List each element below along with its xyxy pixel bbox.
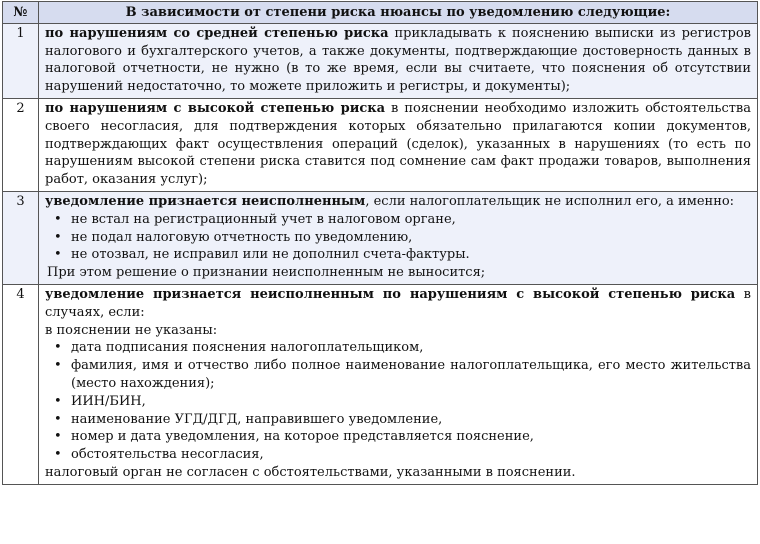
list-item: • номер и дата уведомления, на которое представляется пояснение, [45,428,751,446]
table-row [3,191,758,284]
bullet-list [45,211,751,264]
header-title: В зависимости от степени риска нюансы по уведомлению следующие: [39,2,758,24]
row-intro [45,286,751,322]
row-content [39,191,758,284]
header-number: № [3,2,39,24]
row-content [39,284,758,484]
row-bold-lead: по нарушениям с высокой степенью риска [45,100,386,116]
list-item: • не встал на регистрационный учет в налоговом органе, [45,211,751,229]
list-item: • не подал налоговую отчетность по уведомлению, [45,229,751,247]
row-content [39,98,758,191]
row-text: прикладывать к пояснению выписки из регистров налогового и бухгалтерского учетов, а также документы, подтверждающие достоверность данных в налоговой отчетности, не нужно (в то же время, если вы считаете, что пояснения об отсутствии нарушений недостаточно, то можете приложить и регистры, и документы); [45,25,751,95]
table-header-row [3,2,758,24]
bullet-list [45,339,751,464]
table-row [3,98,758,191]
row-number: 4 [3,284,39,484]
row-content [39,23,758,98]
list-item: • обстоятельства несогласия, [45,446,751,464]
list-item: • дата подписания пояснения налогоплательщиком, [45,339,751,357]
row-intro [45,193,751,211]
table-row [3,23,758,98]
list-item: • не отозвал, не исправил или не дополнил счета-фактуры. [45,246,751,264]
row-bold-lead: по нарушениям со средней степенью риска [45,25,389,41]
row-subheading: в пояснении не указаны: [45,322,218,338]
row-bold-lead: уведомление признается неисполненным [45,193,366,209]
row-text: в случаях, если: [45,286,751,320]
table-row [3,284,758,484]
row-number: 2 [3,98,39,191]
row-after-text: При этом решение о признании неисполненным не выносится; [47,265,486,281]
risk-notification-table [2,1,758,485]
list-item: • фамилия, имя и отчество либо полное наименование налогоплательщика, его место жительства (место нахождения); [45,357,751,393]
list-item: • наименование УГД/ДГД, направившего уведомление, [45,411,751,429]
list-item: • ИИН/БИН, [45,393,751,411]
row-number: 1 [3,23,39,98]
row-text: , если налогоплательщик не исполнил его, а именно: [365,193,735,209]
row-after-text: налоговый орган не согласен с обстоятельствами, указанными в пояснении. [45,464,576,480]
row-bold-lead: уведомление признается неисполненным по нарушениям с высокой степенью риска [45,286,736,302]
row-text: в пояснении необходимо изложить обстоятельства своего несогласия, для подтверждения которых обязательно прилагаются копии документов, подтверждающих факт осуществления операций (сделок), указанных в нарушениях (то есть по нарушениям высокой степени риска ставится под сомнение сам факт продажи товаров, выполнения работ, оказания услуг); [45,100,751,188]
row-number: 3 [3,191,39,284]
